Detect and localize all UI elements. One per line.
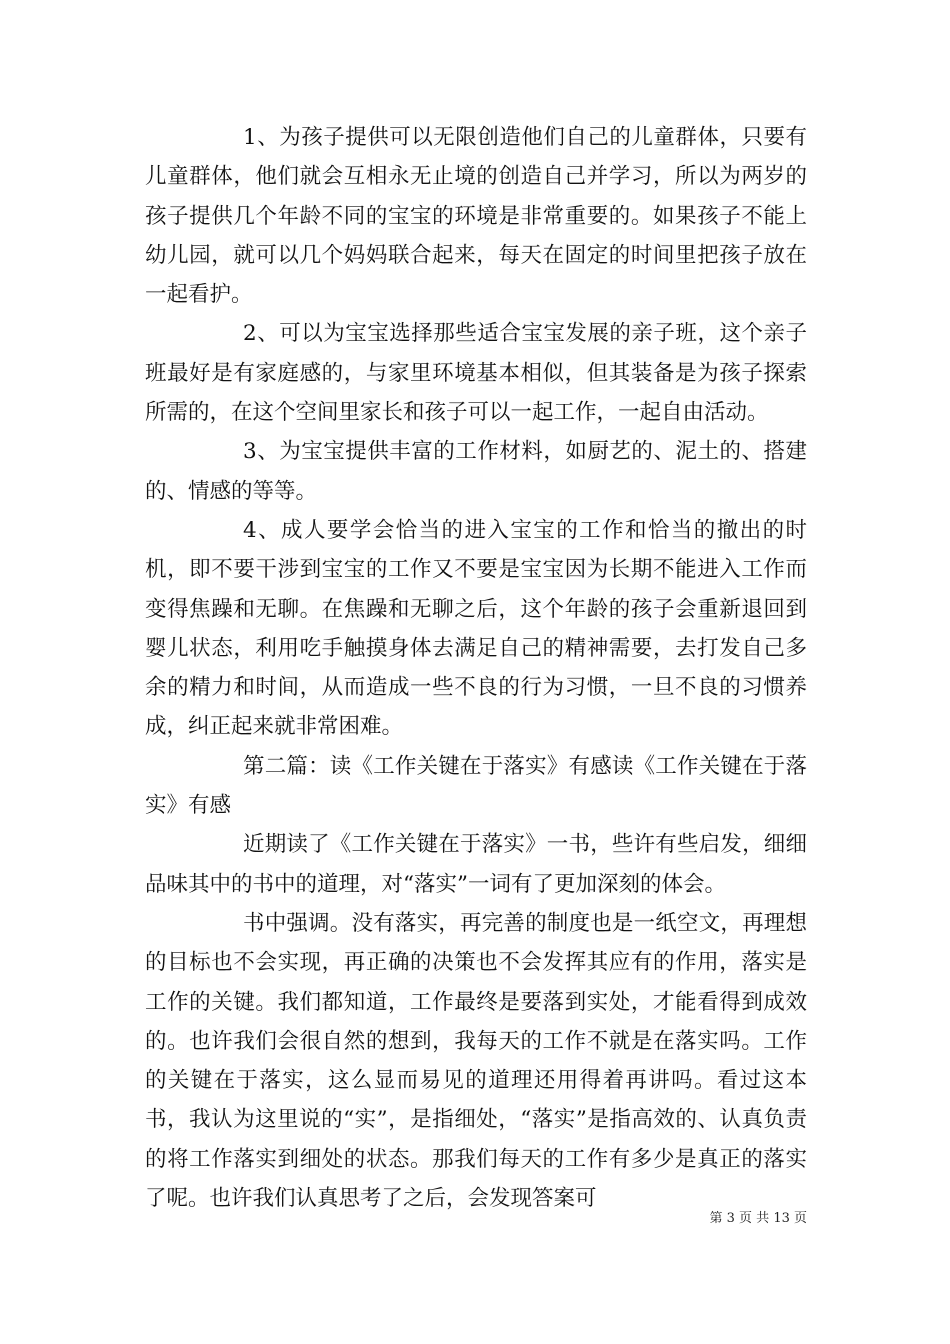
paragraph-3: 3、为宝宝提供丰富的工作材料，如厨艺的、泥土的、搭建的、情感的等等。 <box>145 439 807 504</box>
paragraph-1: 1、为孩子提供可以无限创造他们自己的儿童群体，只要有儿童群体，他们就会互相永无止境的创造自己并学习，所以为两岁的孩子提供几个年龄不同的宝宝的环境是非常重要的。如果孩子不能上幼儿园，就可以几个妈妈联合起来，每天在固定的时间里把孩子放在一起看护。 <box>145 125 807 308</box>
paragraph-4: 4、成人要学会恰当的进入宝宝的工作和恰当的撤出的时机，即不要干涉到宝宝的工作又不要是宝宝因为长期不能进入工作而变得焦躁和无聊。在焦躁和无聊之后，这个年龄的孩子会重新退回到婴儿状态，利用吃手触摸身体去满足自己的精神需要，去打发自己多余的精力和时间，从而造成一些不良的行为习惯，一旦不良的习惯养成，纠正起来就非常困难。 <box>145 517 807 740</box>
section-heading: 第二篇：读《工作关键在于落实》有感读《工作关键在于落实》有感 <box>145 753 807 819</box>
document-body <box>145 118 807 1218</box>
paragraph-2: 2、可以为宝宝选择那些适合宝宝发展的亲子班，这个亲子班最好是有家庭感的，与家里环境基本相似，但其装备是为孩子探索所需的，在这个空间里家长和孩子可以一起工作，一起自由活动。 <box>145 321 807 426</box>
paragraph-6: 书中强调。没有落实，再完善的制度也是一纸空文，再理想的目标也不会实现，再正确的决策也不会发挥其应有的作用，落实是工作的关键。我们都知道，工作最终是要落到实处，才能看得到成效的。也许我们会很自然的想到，我每天的工作不就是在落实吗。工作的关键在于落实，这么显而易见的道理还用得着再讲吗。看过这本书，我认为这里说的“实”，是指细处，“落实”是指高效的、认真负责的将工作落实到细处的状态。那我们每天的工作有多少是真正的落实了呢。也许我们认真思考了之后，会发现答案可 <box>145 910 807 1212</box>
paragraph-5: 近期读了《工作关键在于落实》一书，些许有些启发，细细品味其中的书中的道理，对“落实”一词有了更加深刻的体会。 <box>145 832 807 897</box>
page-number: 第 3 页 共 13 页 <box>709 1211 807 1226</box>
